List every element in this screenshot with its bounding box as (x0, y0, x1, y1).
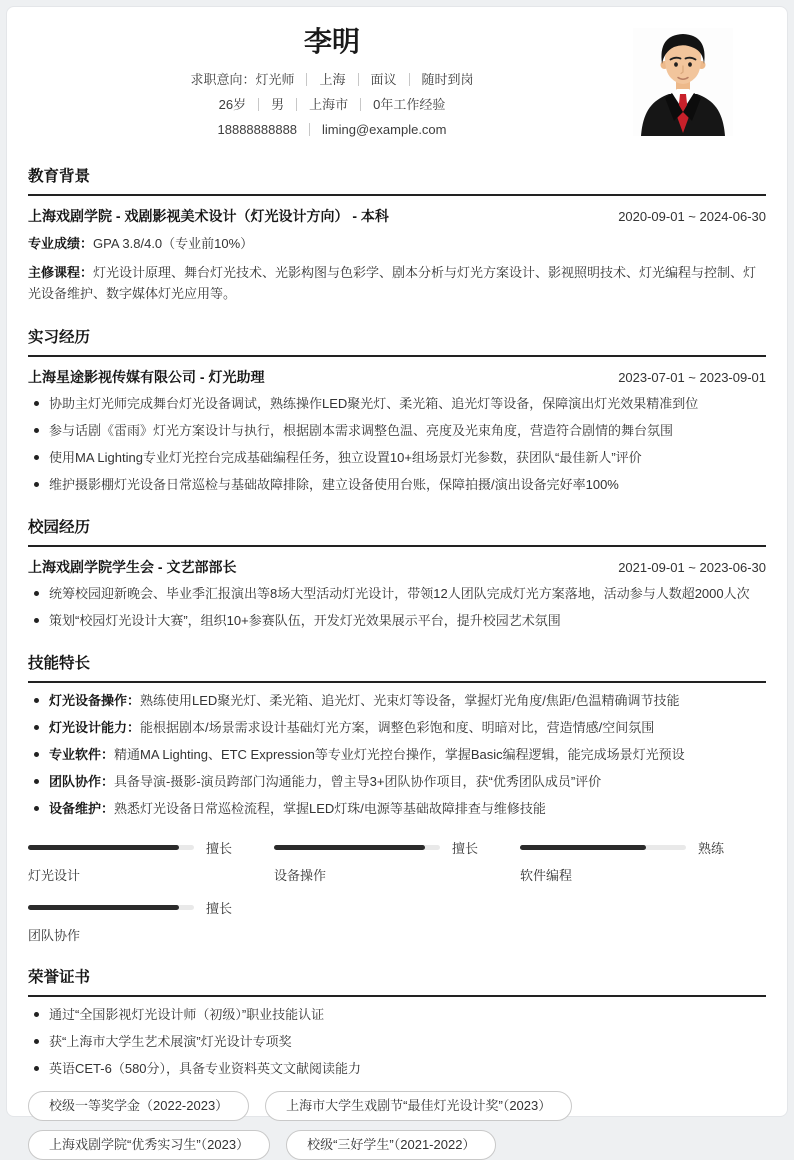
education-entry (28, 207, 766, 225)
skill-label: 设备维护： (49, 801, 115, 816)
bullet-text (49, 718, 654, 737)
skill-desc: 精通MA Lighting、ETC Expression等专业灯光控台操作，掌握Basic编程逻辑，能完成场景灯光预设 (114, 747, 685, 762)
bullet-text: 策划“校园灯光设计大赛”，组织10+参赛队伍，开发灯光效果展示平台，提升校园艺术氛围 (49, 613, 561, 628)
skill-bar-row (520, 838, 766, 857)
internship-company-role: 上海星途影视传媒有限公司 - 灯光助理 (28, 369, 265, 385)
campus-dates: 2021-09-01 ~ 2023-06-30 (618, 560, 766, 575)
list-item (28, 1032, 766, 1051)
education-courses-row (28, 262, 766, 304)
honor-badge: 校级“三好学生”（2021-2022） (286, 1130, 496, 1160)
section-title-internship: 实习经历 (28, 328, 766, 357)
campus-bullets (28, 584, 766, 630)
courses-value: 灯光设计原理、舞台灯光技术、光影构图与色彩学、剧本分析与灯光方案设计、影视照明技术、灯光编程与控制、灯光设备维护、数字媒体灯光应用等。 (28, 265, 757, 301)
contact-line (28, 117, 636, 142)
bullet-dot (34, 779, 39, 784)
bullet-text: 协助主灯光师完成舞台灯光设备调试，熟练操作LED聚光灯、柔光箱、追光灯等设备，保障演出灯光效果精准到位 (49, 396, 699, 411)
skill-level: 擅长 (452, 841, 479, 856)
skills-bullets (28, 691, 766, 818)
education-school-major: 上海戏剧学院 - 戏剧影视美术设计（灯光设计方向） - 本科 (28, 208, 389, 224)
skill-label: 团队协作： (49, 774, 115, 789)
list-item (28, 1059, 766, 1078)
bullet-dot (34, 455, 39, 460)
gender: 男 (271, 97, 285, 112)
campus-org-role: 上海戏剧学院学生会 - 文艺部部长 (28, 559, 237, 575)
honor-badges (28, 1091, 766, 1160)
internship-entry (28, 368, 766, 386)
skill-bar-fill (28, 905, 179, 910)
bullet-text: 英语CET-6（580分），具备专业资料英文文献阅读能力 (49, 1061, 362, 1076)
list-item (28, 394, 766, 413)
skill-bar-track (28, 905, 194, 910)
honor-badge: 上海市大学生戏剧节“最佳灯光设计奖”（2023） (265, 1091, 572, 1121)
skill-bar-track (274, 845, 440, 850)
basic-info-line (28, 92, 636, 117)
gpa-value: GPA 3.8/4.0（专业前10%） (93, 236, 254, 251)
intent-city: 上海 (319, 72, 346, 87)
list-item (28, 691, 766, 710)
list-item (28, 1005, 766, 1024)
bullet-dot (34, 618, 39, 623)
separator (309, 123, 310, 136)
bullet-dot (34, 401, 39, 406)
bullet-dot (34, 806, 39, 811)
bullet-dot (34, 591, 39, 596)
skill-level: 熟练 (698, 841, 725, 856)
skill-bar-fill (274, 845, 425, 850)
age: 26岁 (218, 97, 247, 112)
list-item (28, 745, 766, 764)
intent-job: 灯光师 (255, 72, 295, 87)
list-item (28, 421, 766, 440)
section-honors (28, 968, 766, 1160)
skill-bar (28, 838, 274, 884)
list-item (28, 611, 766, 630)
courses-label: 主修课程： (28, 265, 94, 280)
bullet-text: 获“上海市大学生艺术展演”灯光设计专项奖 (49, 1034, 292, 1049)
skill-name: 软件编程 (520, 868, 573, 883)
job-intent-line (28, 67, 636, 92)
resume-card (6, 6, 788, 1152)
separator (306, 73, 307, 86)
skill-bars (28, 838, 766, 944)
bullet-text (49, 745, 685, 764)
bullet-text: 参与话剧《雷雨》灯光方案设计与执行，根据剧本需求调整色温、亮度及光束角度，营造符合剧情的舞台氛围 (49, 423, 674, 438)
skill-bar-row (28, 898, 274, 917)
separator (258, 98, 259, 111)
skill-desc: 熟练使用LED聚光灯、柔光箱、追光灯、光束灯等设备，掌握灯光角度/焦距/色温精确调节技能 (140, 693, 680, 708)
honor-badge: 上海戏剧学院“优秀实习生”（2023） (28, 1130, 270, 1160)
list-item (28, 718, 766, 737)
skill-bar-row (28, 838, 274, 857)
profile-photo (633, 28, 733, 136)
skill-label: 专业软件： (49, 747, 115, 762)
bullet-text: 通过“全国影视灯光设计师（初级）”职业技能认证 (49, 1007, 325, 1022)
bullet-text (49, 691, 680, 710)
skill-bar-track (520, 845, 686, 850)
education-dates: 2020-09-01 ~ 2024-06-30 (618, 209, 766, 224)
section-campus (28, 518, 766, 630)
skill-name: 设备操作 (274, 868, 327, 883)
section-skills (28, 654, 766, 944)
experience-years: 0年工作经验 (373, 97, 446, 112)
separator (360, 98, 361, 111)
intent-salary: 面议 (370, 72, 397, 87)
separator (409, 73, 410, 86)
location: 上海市 (309, 97, 349, 112)
section-internship (28, 328, 766, 494)
candidate-name: 李明 (303, 26, 360, 57)
section-title-skills: 技能特长 (28, 654, 766, 683)
header-text (28, 25, 636, 142)
bullet-text: 使用MA Lighting专业灯光控台完成基础编程任务，独立设置10+组场景灯光参数，获团队“最佳新人”评价 (49, 450, 642, 465)
bullet-dot (34, 698, 39, 703)
bullet-dot (34, 1012, 39, 1017)
internship-bullets (28, 394, 766, 494)
bullet-dot (34, 752, 39, 757)
skill-name: 团队协作 (28, 928, 81, 943)
list-item (28, 475, 766, 494)
section-title-honors: 荣誉证书 (28, 968, 766, 997)
bullet-dot (34, 725, 39, 730)
resume-header (28, 25, 766, 143)
list-item (28, 799, 766, 818)
list-item (28, 772, 766, 791)
separator (358, 73, 359, 86)
intent-availability: 随时到岗 (421, 72, 474, 87)
campus-entry (28, 558, 766, 576)
separator (296, 98, 297, 111)
skill-desc: 能根据剧本/场景需求设计基础灯光方案，调整色彩饱和度、明暗对比，营造情感/空间氛围 (140, 720, 655, 735)
email-address: liming@example.com (322, 122, 447, 137)
bullet-text (49, 772, 601, 791)
section-education (28, 167, 766, 304)
honor-badge: 校级一等奖学金（2022-2023） (28, 1091, 249, 1121)
phone-number: 18888888888 (217, 122, 298, 137)
internship-dates: 2023-07-01 ~ 2023-09-01 (618, 370, 766, 385)
bullet-dot (34, 1066, 39, 1071)
section-title-education: 教育背景 (28, 167, 766, 196)
skill-bar-fill (28, 845, 179, 850)
list-item (28, 584, 766, 603)
skill-bar-track (28, 845, 194, 850)
skill-bar (274, 838, 520, 884)
bullet-text: 维护摄影棚灯光设备日常巡检与基础故障排除，建立设备使用台账，保障拍摄/演出设备完好率100% (49, 477, 619, 492)
skill-bar-fill (520, 845, 646, 850)
bullet-dot (34, 1039, 39, 1044)
list-item (28, 448, 766, 467)
section-title-campus: 校园经历 (28, 518, 766, 547)
skill-bar (28, 898, 274, 944)
bullet-dot (34, 428, 39, 433)
gpa-label: 专业成绩： (28, 236, 94, 251)
skill-level: 擅长 (206, 841, 233, 856)
bullet-dot (34, 482, 39, 487)
education-gpa-row (28, 233, 766, 254)
intent-label: 求职意向： (190, 72, 256, 87)
skill-bar-row (274, 838, 520, 857)
skill-desc: 熟悉灯光设备日常巡检流程，掌握LED灯珠/电源等基础故障排查与维修技能 (114, 801, 546, 816)
skill-bar (520, 838, 766, 884)
skill-label: 灯光设计能力： (49, 720, 141, 735)
bullet-text: 统筹校园迎新晚会、毕业季汇报演出等8场大型活动灯光设计，带领12人团队完成灯光方案落地，活动参与人数超2000人次 (49, 586, 750, 601)
honors-bullets (28, 1005, 766, 1078)
skill-name: 灯光设计 (28, 868, 81, 883)
bullet-text (49, 799, 546, 818)
skill-label: 灯光设备操作： (49, 693, 141, 708)
skill-desc: 具备导演-摄影-演员跨部门沟通能力，曾主导3+团队协作项目，获“优秀团队成员”评价 (114, 774, 602, 789)
skill-level: 擅长 (206, 901, 233, 916)
